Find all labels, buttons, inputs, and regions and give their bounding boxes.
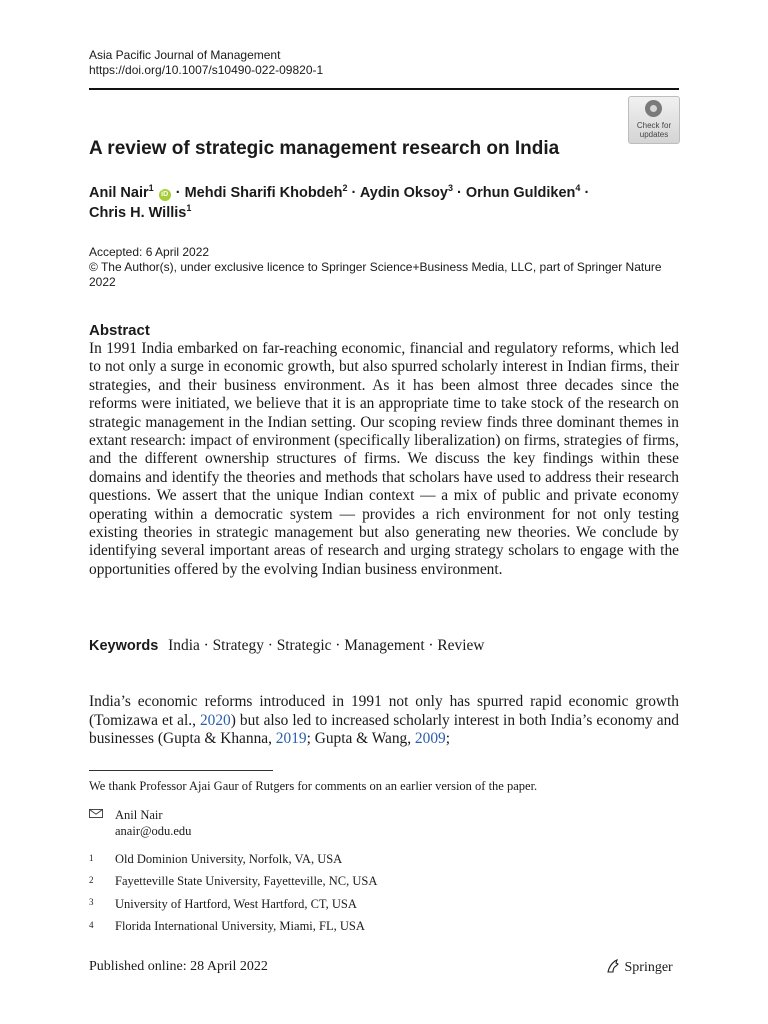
contact-email[interactable]: anair@odu.edu (115, 824, 192, 838)
keywords-list: India · Strategy · Strategic · Management · Review (168, 637, 485, 654)
contact-name: Anil Nair (115, 808, 163, 822)
citation-link[interactable]: 2020 (199, 711, 231, 729)
article-meta (89, 245, 669, 290)
acknowledgement-footnote: We thank Professor Ajai Gaur of Rutgers for comments on an earlier version of the paper. (89, 779, 538, 793)
abstract-heading: Abstract (89, 322, 150, 339)
badge-line2: updates (639, 130, 669, 139)
journal-header (89, 48, 323, 78)
check-for-updates-badge[interactable] (628, 96, 680, 144)
publisher-logo (605, 958, 673, 976)
footnote-rule (89, 770, 273, 771)
paper-title: A review of strategic management research on India (89, 138, 560, 159)
badge-line1: Check for (636, 121, 672, 130)
author-name: Anil Nair (89, 185, 149, 201)
author-name: Mehdi Sharifi Khobdeh (184, 185, 343, 201)
author-name: Chris H. Willis (89, 205, 187, 221)
citation-link[interactable]: 2009 (414, 730, 446, 748)
envelope-icon (89, 809, 103, 818)
accepted-date: Accepted: 6 April 2022 (89, 245, 210, 259)
corresponding-author (115, 807, 191, 839)
citation-link[interactable]: 2019 (275, 730, 307, 748)
header-rule (89, 88, 679, 90)
publisher-name: Springer (624, 960, 673, 975)
intro-paragraph: India’s economic reforms introduced in 1991 not only has spurred rapid economic growth (Tomizawa et al., 2020) but also led to increased scholarly interest in both India’s economy and businesses (Gupta & Khanna, 2019; Gupta & Wang, 2009; (89, 693, 679, 748)
journal-name: Asia Pacific Journal of Management (89, 48, 281, 62)
orcid-icon[interactable]: iD (159, 189, 171, 201)
copyright-notice: © The Author(s), under exclusive licence to Springer Science+Business Media, LLC, part of Springer Nature 2022 (89, 260, 662, 289)
keywords-label: Keywords (89, 638, 159, 654)
abstract-text: In 1991 India embarked on far-reaching economic, financial and regulatory reforms, which led to not only a surge in economic growth, but also spurred scholarly interest in Indian firms, their strategies, and their business environment. As it has been almost three decades since the reforms were initiated, we believe that it is an appropriate time to take stock of the research on strategic management in the Indian setting. Our scoping review finds three dominant themes in extant research: impact of environment (specifically liberalization) on firms, strategies of firms, and the different ownership structures of firms. We discuss the key findings within these domains and identify the theories and methods that scholars have used to address their research questions. We assert that the unique Indian context — a mix of public and private economy operating within a democratic system — provides a rich environment for not only testing existing theories in strategic management but also generating new theories. We conclude by identifying several important areas of research and urging strategy scholars to engage with the opportunities offered by the evolving Indian business environment. (89, 340, 679, 578)
author-name: Aydin Oksoy (359, 185, 448, 201)
doi-link[interactable]: https://doi.org/10.1007/s10490-022-09820-1 (89, 63, 324, 77)
published-online: Published online: 28 April 2022 (89, 959, 268, 974)
author-name: Orhun Guldiken (465, 185, 576, 201)
author-list: Anil Nair$^1$ iD · Mehdi Sharifi Khobdeh$^2$ · Aydin Oksoy$^3$ · Orhun Guldiken$^4$ · Chris H. Willis$^1$ (89, 183, 590, 221)
keywords (89, 636, 484, 656)
springer-horse-icon (605, 958, 621, 974)
